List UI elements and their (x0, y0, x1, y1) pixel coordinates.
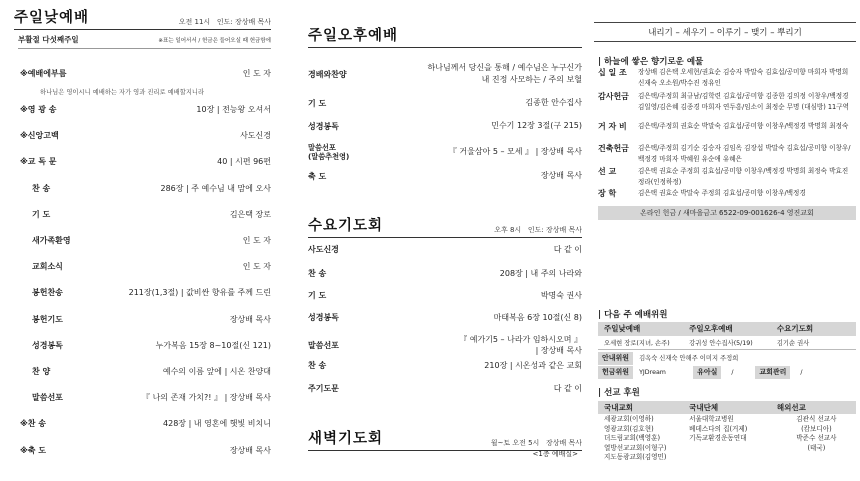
order-row (308, 62, 582, 86)
nursery-label: 유아실 (693, 366, 721, 379)
cashier-value: YJDream (639, 369, 666, 376)
order-label: 경배와찬양 (308, 69, 347, 79)
order-value: 장상배 목사 (540, 171, 582, 180)
order-value: 박명숙 권사 (540, 291, 582, 300)
nursery-value: / (731, 369, 734, 376)
order-row (20, 392, 271, 403)
mission-item: 김관식 선교사 (796, 415, 837, 423)
mission-header (598, 401, 856, 414)
mission-item: 서울대학교병원 (689, 415, 734, 423)
mission-domestic-church (598, 415, 683, 463)
order-value: 10장 | 전능왕 오셔서 (196, 105, 271, 114)
order-row (20, 418, 271, 429)
order-row (308, 268, 582, 279)
offering-row (598, 166, 856, 188)
order-value: 다 같 이 (553, 245, 582, 254)
offering-names: 김은택/주정희 최규남/김학련 김효섭/공미향 김종한 김의정 이창우/백정경 김일영/김은혜 김종경 마희자 연두흥/임소이 최정순 무명 (대심방) 11구역 (638, 92, 849, 111)
order-label: 교회소식 (32, 262, 63, 272)
dawn-note: <1층 예배실> (532, 450, 578, 458)
order-row (20, 340, 271, 351)
order-row (20, 366, 271, 377)
order-row (20, 104, 271, 115)
offering-names: 김은택/주정희 권효순 박말숙 김효섭/공미향 이창우/백정경 박명희 최정숙 (638, 122, 849, 130)
order-label: 성경봉독 (308, 313, 339, 322)
header-cell: 해외선교 (776, 403, 806, 412)
morning-subheader (18, 34, 271, 45)
header-cell: 국내교회 (604, 403, 633, 412)
mission-item: (캄보디아) (801, 424, 832, 433)
wednesday-title: 수요기도회 (308, 218, 384, 234)
mission-overseas (771, 415, 856, 463)
mission-item: 베데스다의 집(거제) (689, 424, 748, 433)
order-row (20, 287, 271, 298)
usher-row (598, 352, 856, 365)
offering-label: 장 학 (598, 189, 617, 198)
offering-row (598, 188, 856, 199)
order-label: 봉헌찬송 (32, 288, 63, 298)
value-cell: 오세현 장로(지녀, 손주) (604, 340, 670, 347)
order-label: 찬 양 (32, 367, 51, 376)
order-value: 누가복음 15장 8~10절(신 121) (155, 340, 271, 350)
offering-column (594, 0, 860, 481)
usher-value: 김옥숙 신재숙 안해주 이미지 주정희 (639, 355, 739, 362)
order-label: 사도신경 (308, 245, 339, 254)
order-value: 286장 | 주 예수님 내 맘에 오사 (160, 183, 271, 193)
order-row (308, 383, 582, 394)
order-row (20, 130, 271, 141)
order-row (308, 244, 582, 255)
dawn-header (308, 427, 582, 451)
order-label: 말씀선포 (308, 340, 339, 350)
order-label: 말씀선포 (말씀추천영) (308, 143, 350, 161)
order-label: ※교 독 문 (20, 157, 57, 167)
offering-label: 거 자 비 (598, 122, 627, 131)
order-row (308, 360, 582, 371)
order-label: 기 도 (308, 98, 327, 108)
order-label: ※예배에부름 (20, 69, 67, 78)
header-cell: 주일오후예배 (689, 324, 733, 333)
order-row (20, 314, 271, 325)
value-cell: 김기순 권사 (776, 340, 810, 347)
offering-names: 김은택/주정희 김기순 김승자 김임옥 김장섭 박말숙 김효섭/공미향 이창우/백정경 마희자 박혜원 유순애 유혜은 (638, 144, 851, 163)
order-row (308, 170, 582, 182)
order-row (20, 445, 271, 456)
wednesday-meta: 오후 8시 인도: 장상배 목사 (494, 226, 582, 234)
morning-meta: 오전 11시 인도: 장상배 목사 (178, 18, 271, 26)
order-value: 장상배 목사 (229, 445, 271, 455)
order-value: 211장(1,3절) | 값비싼 향유를 주께 드린 (128, 288, 271, 298)
morning-subtitle: 부활절 다섯째주일 (18, 35, 79, 44)
order-value: 김은택 장로 (229, 209, 271, 219)
order-row (20, 261, 271, 272)
cashier-row (598, 366, 856, 379)
order-value: 사도신경 (240, 131, 271, 141)
order-value: 428장 | 내 영혼에 햇빛 비치니 (163, 419, 271, 429)
order-value: 『 거울삼아 5 – 모세 』 | 장상배 목사 (448, 147, 582, 156)
mission-item: 박준수 선교사 (796, 434, 837, 442)
order-value: 김종한 안수집사 (525, 98, 582, 107)
dawn-meta: 월~토 오전 5시 장상배 목사 (490, 439, 582, 447)
offering-names: 장상배 김은택 오세현/권효순 김승자 박말숙 김효섭/공미향 마희자 박명희 신재숙 오소원/박수진 정유인 (638, 68, 849, 87)
mission-item: 기독교환경운동연대 (689, 434, 747, 442)
offering-row (598, 121, 856, 132)
wednesday-header (308, 214, 582, 238)
admin-value: / (800, 369, 803, 376)
next-week-values (598, 337, 856, 350)
order-label: 기 도 (308, 291, 327, 300)
morning-title: 주일낮예배 (14, 10, 90, 26)
order-label: ※영 광 송 (20, 105, 57, 114)
order-row (308, 290, 582, 301)
offering-row (598, 91, 856, 113)
order-label: 봉헌기도 (32, 314, 63, 324)
afternoon-title: 주일오후예배 (308, 28, 399, 44)
order-label: 축 도 (308, 171, 327, 181)
mission-item: 세광교회(이영하) (604, 415, 654, 423)
mission-domestic-org (683, 415, 771, 463)
order-value: 인 도 자 (242, 262, 271, 272)
morning-header (14, 6, 271, 30)
offering-label: 선 교 (598, 167, 617, 176)
mission-item: 지도동광교회(김영민) (604, 453, 667, 461)
mission-item: 더드림교회(백영훈) (604, 434, 661, 442)
order-row (308, 97, 582, 109)
order-row (308, 120, 582, 132)
divider (18, 48, 271, 49)
order-row-call (20, 68, 271, 79)
order-label: 성경봉독 (308, 121, 339, 131)
online-account: 온라인 헌금 / 새마을금고 6522-09-001626-4 영진교회 (598, 206, 856, 220)
order-value: 인 도 자 (242, 69, 271, 78)
mission-item: (태국) (807, 443, 826, 452)
next-week-header (598, 322, 856, 336)
order-label: 말씀선포 (32, 393, 63, 403)
mission-body (598, 415, 856, 463)
admin-label: 교회관리 (755, 366, 790, 379)
order-value: 『 예가기5 – 나라가 임하시오며 』 | 장상배 목사 (459, 335, 582, 355)
order-label: 찬 송 (32, 183, 51, 193)
order-value: 예수의 이름 앞에 | 시온 찬양대 (162, 367, 271, 376)
value-cell: 강귀성 안수집사(5/19) (689, 340, 753, 347)
mission-title: | 선교 후원 (598, 388, 640, 398)
offering-title: | 하늘에 쌓은 향기로운 예물 (598, 57, 704, 67)
offering-label: 감사헌금 (598, 92, 629, 101)
dawn-title: 새벽기도회 (308, 431, 384, 447)
order-value: 40 | 시편 96편 (217, 157, 271, 167)
offering-names: 김은택 권효순 주정희 김효섭/공미향 이창우/백정경 박명희 최정숙 박효진 정라(인정하정) (638, 167, 849, 186)
offering-names: 김은택 권효순 박말숙 주정희 김효섭/공미향 이창우/백정경 (638, 189, 806, 197)
morning-note: ※표는 일어서서 / 헌금은 들어오실 때 헌금함에 (158, 37, 271, 44)
order-row (20, 235, 271, 246)
order-value: 다 같 이 (553, 384, 582, 393)
header-cell: 수요기도회 (776, 324, 814, 333)
header-cell: 국내단체 (689, 403, 719, 412)
order-row (308, 312, 582, 323)
mission-item: 열방선교교회(이형구) (604, 443, 667, 452)
afternoon-header (308, 24, 582, 48)
order-value: 마태복음 6장 10절(신 8) (493, 313, 582, 322)
offering-label: 건축헌금 (598, 144, 629, 153)
mission-item: 영광교회(김호현) (604, 424, 654, 433)
order-value: 208장 | 내 주의 나라와 (499, 269, 582, 278)
usher-label: 안내위원 (598, 352, 633, 365)
offering-row (598, 67, 856, 89)
order-row (20, 183, 271, 194)
church-motto: 내리기 – 세우기 – 이루기 – 맺기 – 뿌리기 (594, 22, 856, 42)
order-row (20, 209, 271, 220)
order-label: 찬 송 (308, 361, 327, 370)
next-week-title: | 다음 주 예배위원 (598, 310, 668, 320)
order-label: ※찬 송 (20, 419, 47, 429)
order-label: ※축 도 (20, 445, 47, 455)
order-value: 인 도 자 (242, 236, 271, 245)
order-value: 하나님께서 당신을 통해 / 예수님은 누구신가 내 진정 사모하는 / 주의 보혈 (427, 63, 582, 84)
order-value: 『 나의 존재 가치?! 』 | 장상배 목사 (142, 393, 271, 403)
call-verse: 하나님은 영이시니 예배하는 자가 영과 진리로 예배할지니라 (40, 89, 205, 96)
order-row (308, 334, 582, 356)
order-label: ※신앙고백 (20, 131, 59, 141)
order-value: 민수기 12장 3절(구 215) (491, 121, 582, 130)
cashier-label: 헌금위원 (598, 366, 633, 379)
header-cell: 주일낮예배 (604, 324, 641, 333)
order-row (20, 156, 271, 167)
order-label: 주기도문 (308, 384, 339, 393)
order-label: 성경봉독 (32, 340, 63, 350)
afternoon-wednesday-column (300, 0, 590, 481)
order-label: 기 도 (32, 209, 51, 219)
order-label: 찬 송 (308, 269, 327, 278)
morning-service-column (0, 0, 285, 481)
offering-label: 십 일 조 (598, 68, 627, 77)
order-label: 새가족환영 (32, 236, 71, 245)
order-value: 장상배 목사 (229, 314, 271, 324)
offering-row (598, 143, 856, 165)
order-value: 210장 | 시온성과 같은 교회 (484, 361, 582, 370)
order-row (308, 143, 582, 161)
